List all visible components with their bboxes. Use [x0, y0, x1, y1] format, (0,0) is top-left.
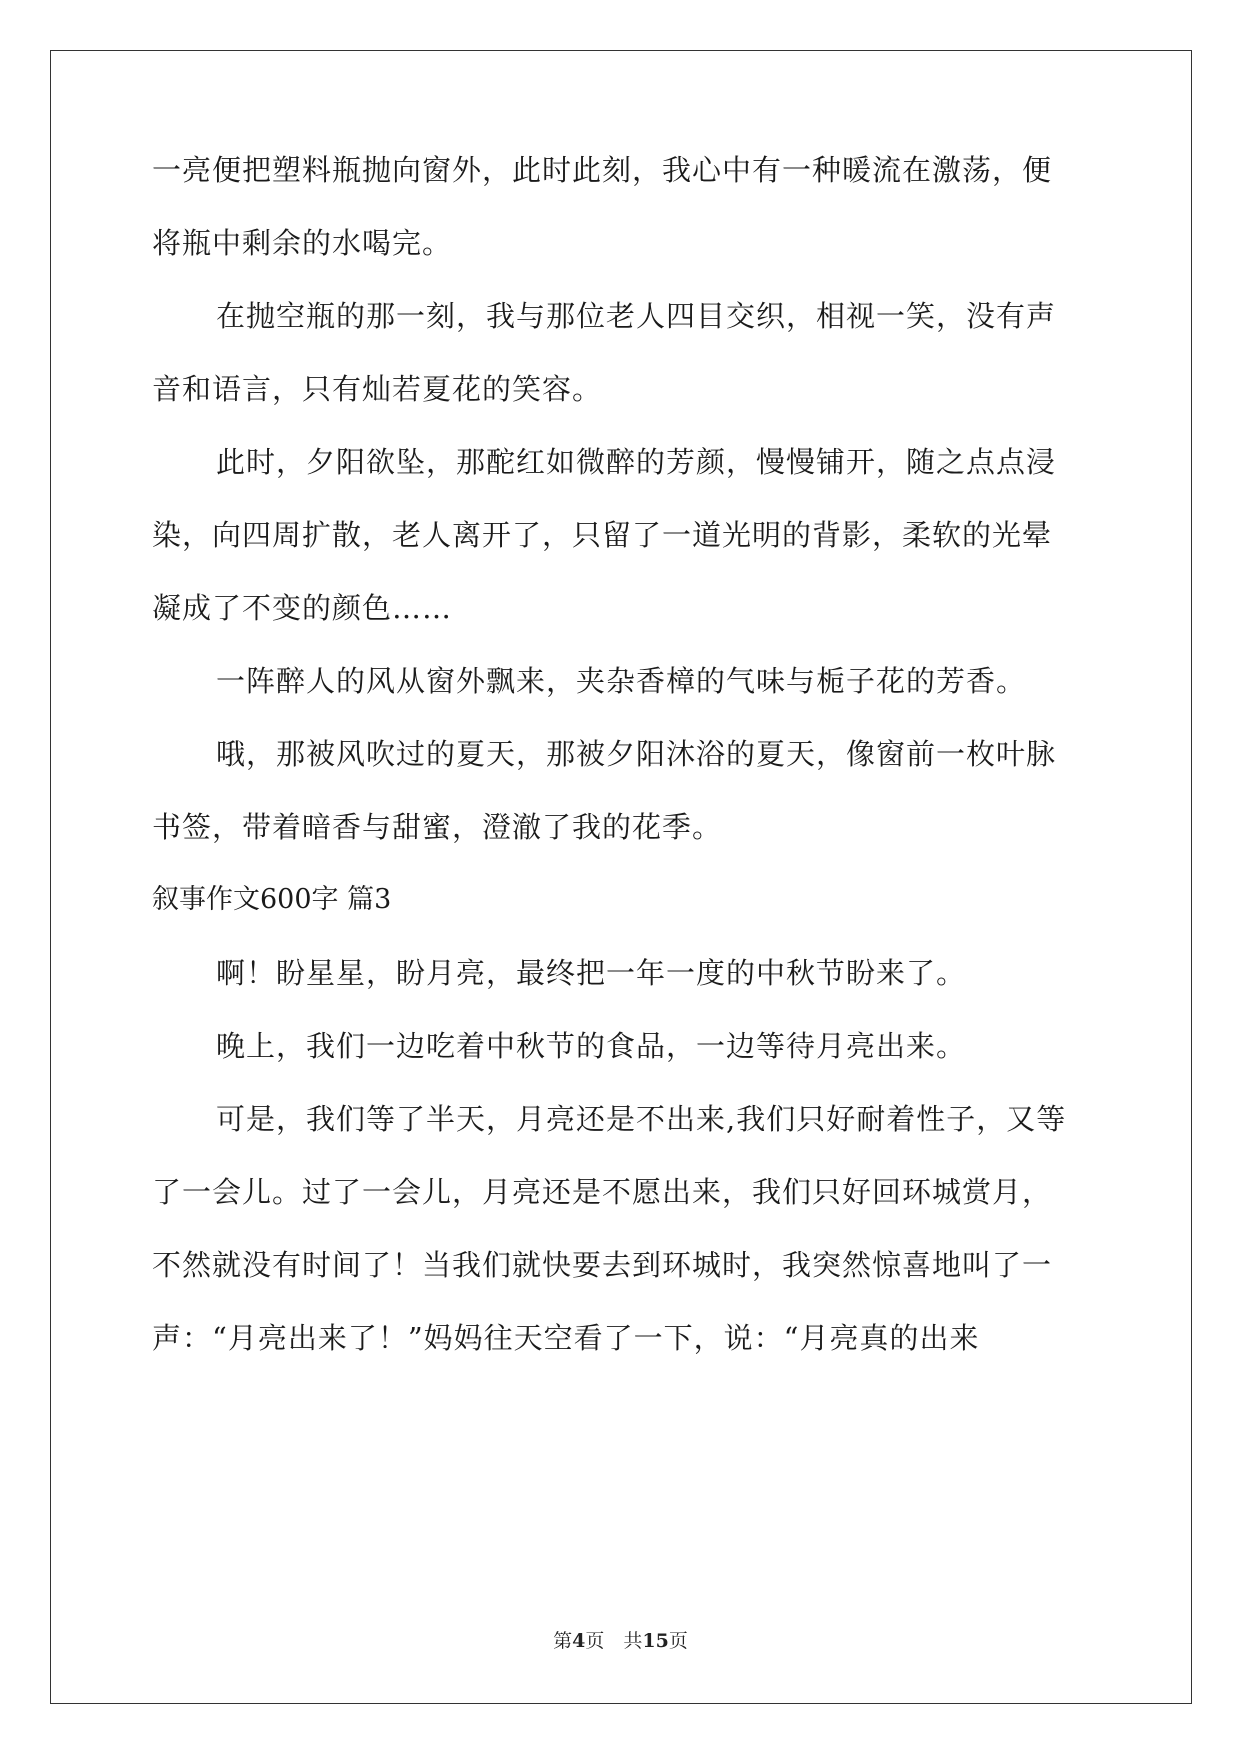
text-line: 音和语言，只有灿若夏花的笑容。	[152, 372, 603, 406]
text-line: 声：“月亮出来了！”妈妈往天空看了一下，说：“月亮真的出来	[152, 1321, 980, 1355]
text-line: 凝成了不变的颜色……	[152, 591, 453, 625]
text-line: 将瓶中剩余的水喝完。	[152, 226, 453, 260]
text-line: 了一会儿。过了一会儿，月亮还是不愿出来，我们只好回环城赏月，	[152, 1175, 1053, 1209]
text-line: 哦，那被风吹过的夏天，那被夕阳沐浴的夏天，像窗前一枚叶脉	[216, 737, 1057, 771]
section-heading: 叙事作文600字 篇3	[152, 884, 392, 915]
text-line: 一亮便把塑料瓶抛向窗外，此时此刻，我心中有一种暖流在激荡，便	[152, 153, 1053, 187]
page-footer	[0, 1628, 1241, 1654]
text-line: 书签，带着暗香与甜蜜，澄澈了我的花季。	[152, 810, 723, 844]
text-line: 染，向四周扩散，老人离开了，只留了一道光明的背影，柔软的光晕	[152, 518, 1053, 552]
text-line: 不然就没有时间了！当我们就快要去到环城时，我突然惊喜地叫了一	[152, 1248, 1053, 1282]
text-line: 一阵醉人的风从窗外飘来，夹杂香樟的气味与栀子花的芳香。	[216, 664, 1027, 698]
text-line: 此时，夕阳欲坠，那酡红如微醉的芳颜，慢慢铺开，随之点点浸	[216, 445, 1057, 479]
text-line: 晚上，我们一边吃着中秋节的食品，一边等待月亮出来。	[216, 1029, 967, 1063]
footer-total-pages: 15	[642, 1630, 669, 1652]
footer-prefix: 第	[553, 1630, 573, 1652]
text-line: 啊！盼星星，盼月亮，最终把一年一度的中秋节盼来了。	[216, 956, 967, 990]
text-line: 在抛空瓶的那一刻，我与那位老人四目交织，相视一笑，没有声	[216, 299, 1057, 333]
footer-current-page: 4	[572, 1630, 586, 1652]
text-line: 可是，我们等了半天，月亮还是不出来,我们只好耐着性子，又等	[216, 1102, 1067, 1136]
footer-suffix: 页	[668, 1630, 688, 1652]
footer-mid: 页 共	[585, 1630, 643, 1652]
